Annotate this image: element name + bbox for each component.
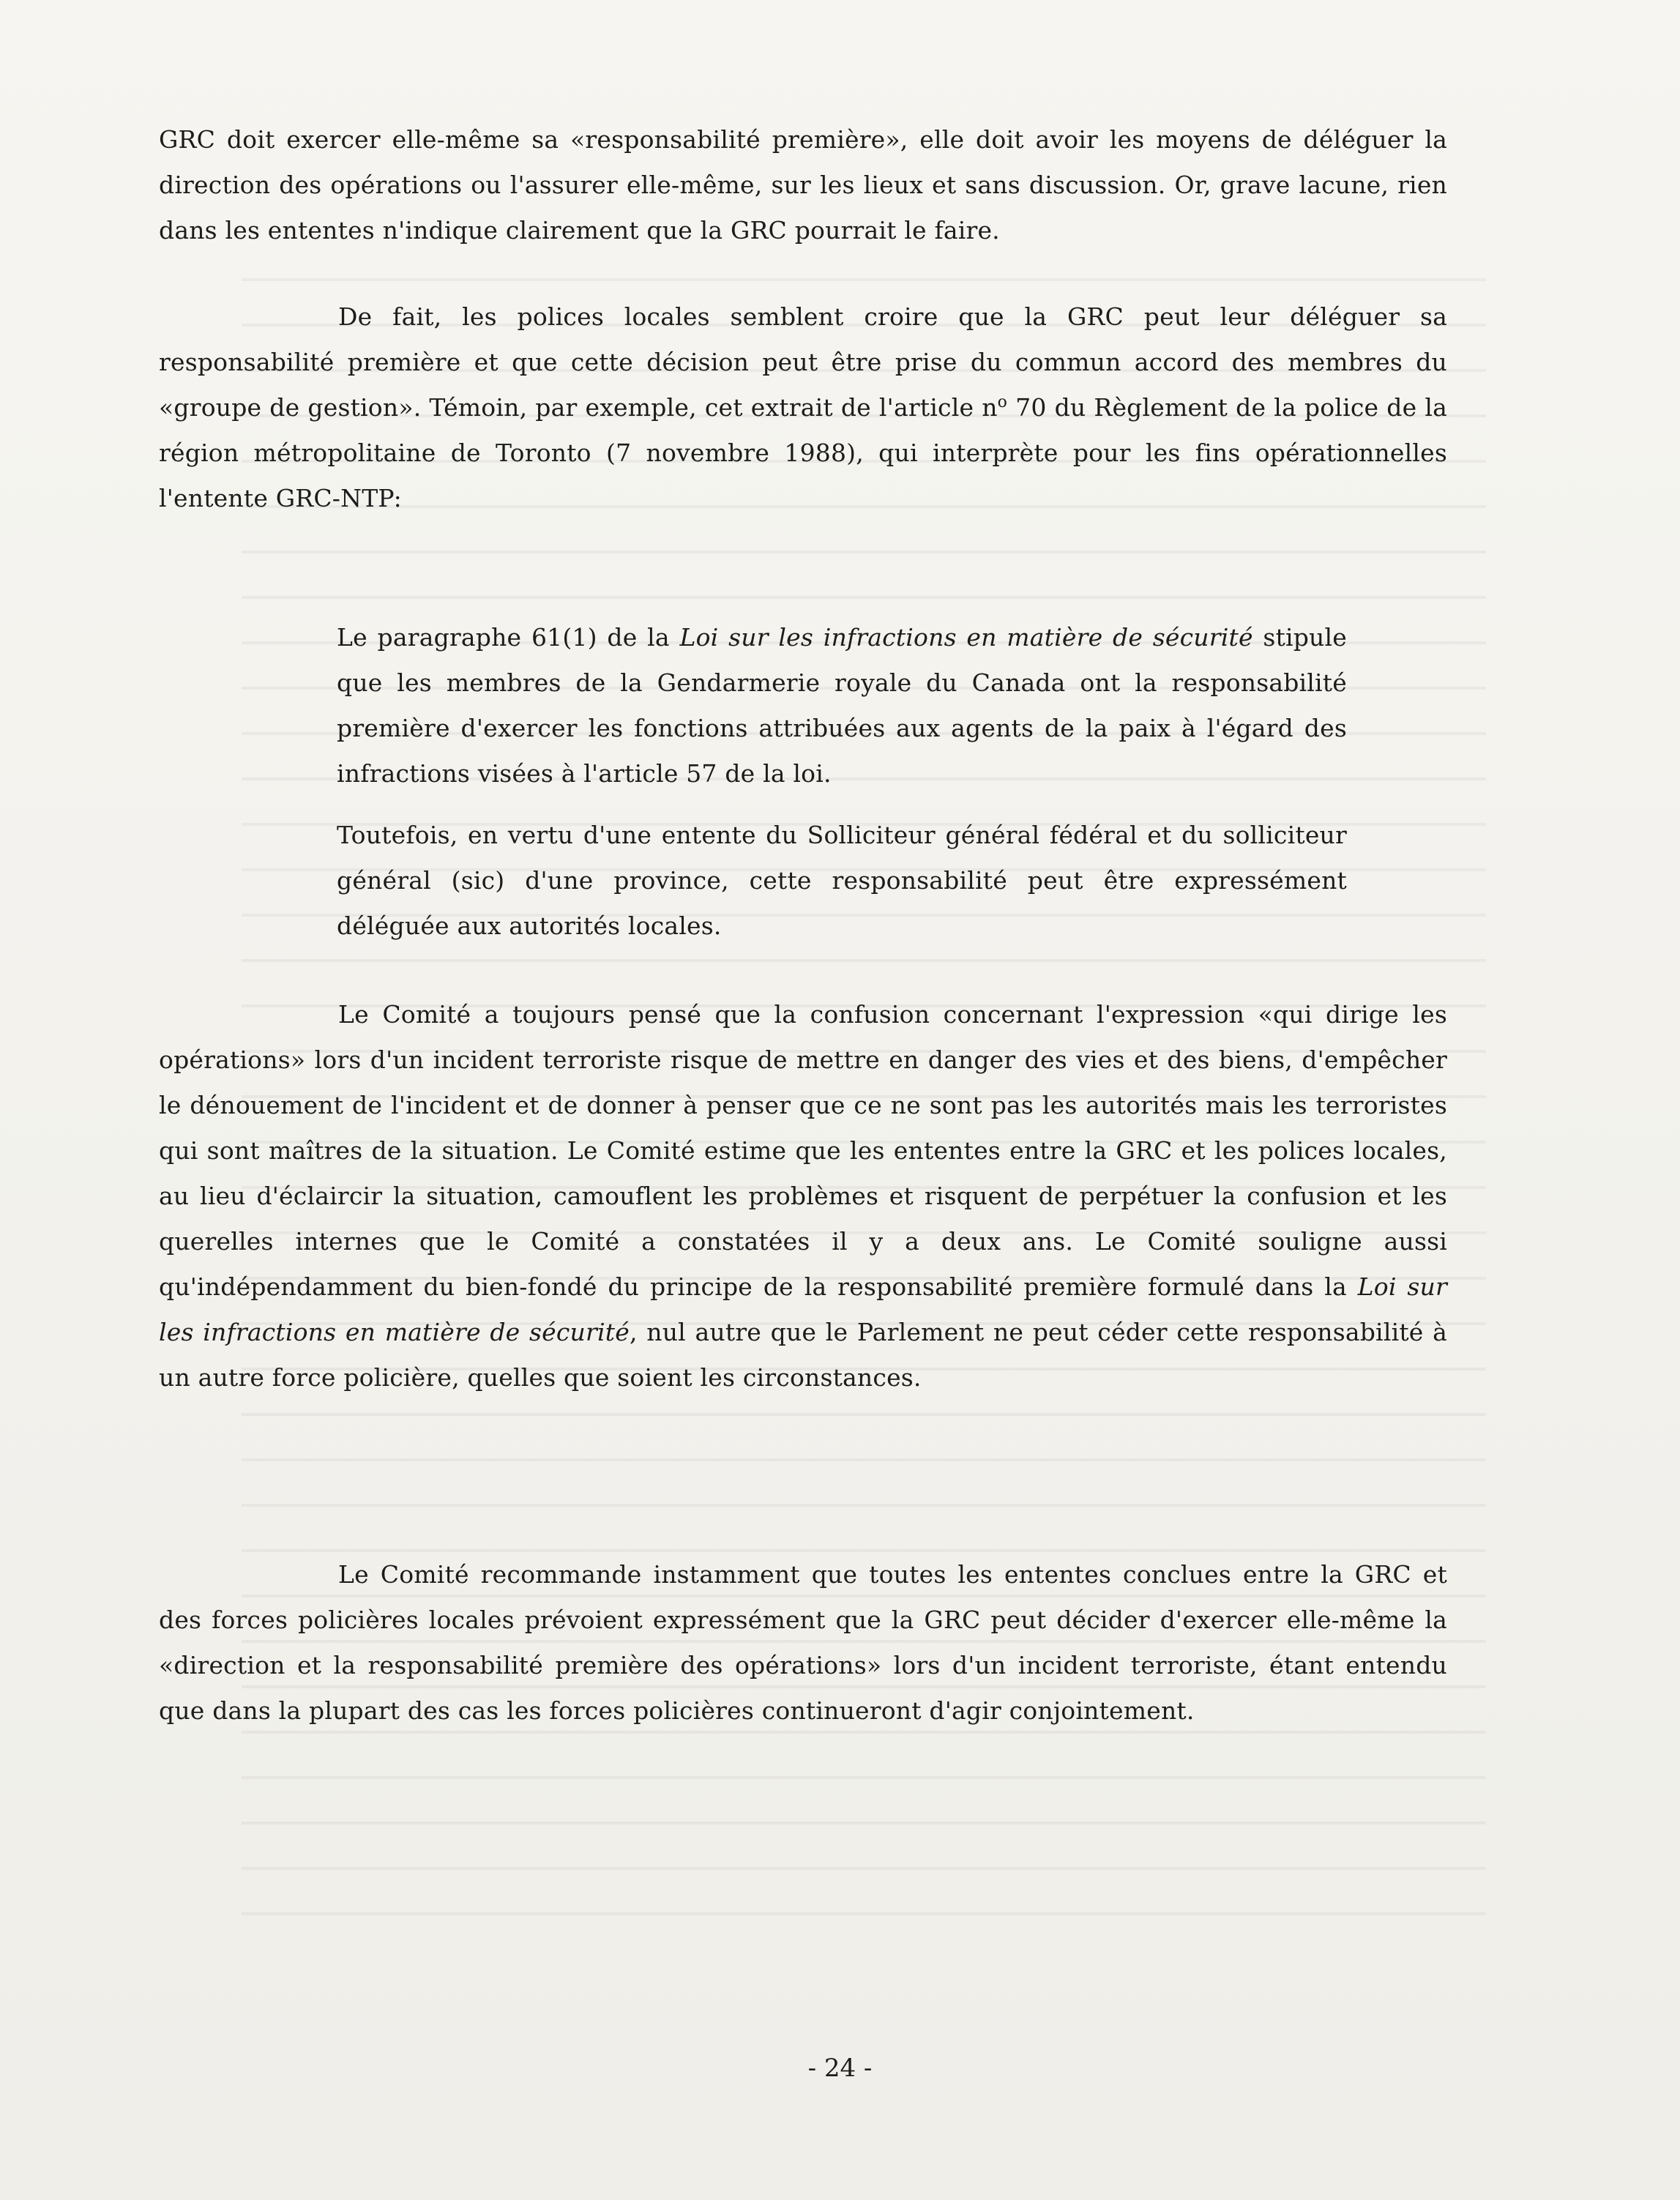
paragraph-4-recommendation: [159, 1552, 1447, 1734]
paragraph-1-text: GRC doit exercer elle-même sa «responsabilité première», elle doit avoir les moyens de déléguer la direction des opérations ou l'assurer elle-même, sur les lieux et sans discussion. Or, grave lacune, rien dans les ententes n'indique clairement que la GRC pourrait le faire.: [159, 125, 1447, 245]
quote-2-text: Toutefois, en vertu d'une entente du Solliciteur général fédéral et du solliciteur général (sic) d'une province, cette responsabilité peut être expressément déléguée aux autorités locales.: [337, 821, 1347, 940]
paragraph-2: [159, 294, 1447, 521]
paragraph-1: [159, 117, 1447, 253]
quote-1-part-b: stipule que les membres de la Gendarmerie royale du Canada ont la responsabilité première d'exercer les fonctions attribuées aux agents de la paix à l'égard des infractions visées à l'article 57 de la loi.: [337, 623, 1347, 788]
paragraph-4-text: Le Comité recommande instamment que toutes les ententes conclues entre la GRC et des forces policières locales prévoient expressément que la GRC peut décider d'exercer elle-même la «direction et la responsabilité première des opérations» lors d'un incident terroriste, étant entendu que dans la plupart des cas les forces policières continueront d'agir conjointement.: [159, 1560, 1447, 1725]
paragraph-2-text: [159, 294, 1447, 521]
paragraph-2-part-a: De fait, les polices locales semblent croire que la GRC peut leur déléguer sa responsabilité première et que cette décision peut être prise du commun accord des membres du «groupe de gestion». Témoin, par exemple, cet extrait de l'article n: [159, 302, 1447, 422]
paragraph-3-part-a: Le Comité a toujours pensé que la confusion concernant l'expression «qui dirige les opérations» lors d'un incident terroriste risque de mettre en danger des vies et des biens, d'empêcher le dénouement de l'incident et de donner à penser que ce ne sont pas les autorités mais les terroristes qui sont maîtres de la situation. Le Comité estime que les ententes entre la GRC et les polices locales, au lieu d'éclaircir la situation, camouflent les problèmes et risquent de perpétuer la confusion et les querelles internes que le Comité a constatées il y a deux ans. Le Comité souligne aussi qu'indépendamment du bien-fondé du principe de la responsabilité première formulé dans la: [159, 1000, 1447, 1301]
block-quote-1: [337, 615, 1347, 797]
block-quote-2: [337, 813, 1347, 949]
paragraph-2-part-b: 70 du Règlement de la police de la région métropolitaine de Toronto (7 novembre 1988), qui interprète pour les fins opérationnelles l'entente GRC-NTP:: [159, 393, 1447, 512]
quote-1-part-a: Le paragraphe 61(1) de la: [337, 623, 680, 652]
superscript-o: o: [997, 393, 1008, 411]
quote-1-law-title: Loi sur les infractions en matière de sécurité: [679, 623, 1253, 652]
paragraph-3-law-title: Loi sur les infractions en matière de sécurité: [159, 1272, 1447, 1346]
paragraph-3-text: [159, 992, 1447, 1401]
page-number: - 24 -: [807, 2054, 873, 2083]
quote-1-text: [337, 615, 1347, 797]
paragraph-3: [159, 992, 1447, 1401]
paragraph-3-part-b: , nul autre que le Parlement ne peut céder cette responsabilité à un autre force policière, quelles que soient les circonstances.: [159, 1318, 1448, 1392]
